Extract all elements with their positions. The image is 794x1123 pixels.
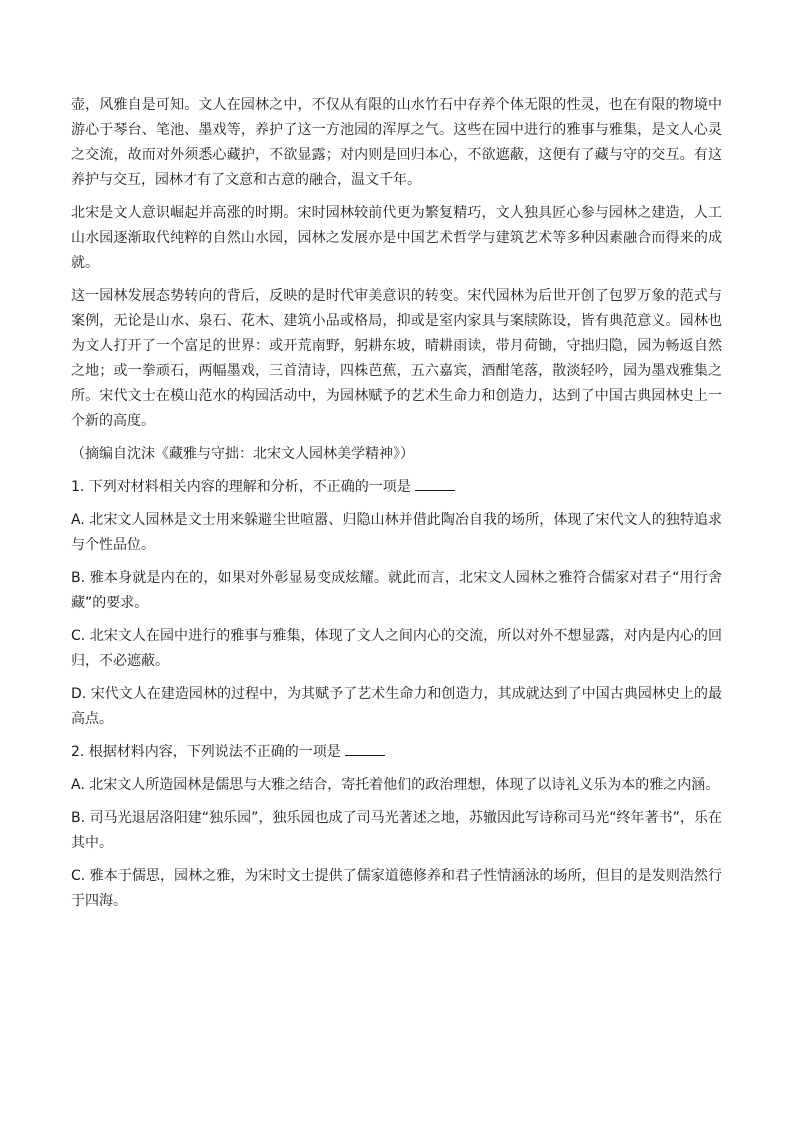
option-c: C. 雅本于儒思，园林之雅，为宋时文士提供了儒家道德修养和君子性情涵泳的场所，但目的是发则浩然行于四海。	[71, 868, 722, 909]
option-d: D. 宋代文人在建造园林的过程中，为其赋予了艺术生命力和创造力，其成就达到了中国古典园林史上的最高点。	[71, 686, 722, 727]
question-stem-text: 1. 下列对材料相关内容的理解和分析，不正确的一项是	[71, 479, 411, 495]
passage-paragraph-3: 这一园林发展态势转向的背后，反映的是时代审美意识的转变。宋代园林为后世开创了包罗万象的范式与案例，无论是山水、泉石、花木、建筑小品或格局，抑或是室内家具与案牍陈设，皆有典范意义。园林也为文人打开了一个富足的世界：或开荒南野，躬耕东坡，晴耕雨读，带月荷锄，守拙归隐，园为畅返自然之地；或一拳顽石，两幅墨戏，三首清诗，四株芭蕉，五六嘉宾，酒酣笔落，散淡轻吟，园为墨戏雅集之所。宋代文士在模山范水的构园活动中，为园林赋予的艺术生命力和创造力，达到了中国古典园林史上一个新的高度。	[71, 288, 722, 429]
answer-blank[interactable]	[345, 741, 385, 756]
answer-blank[interactable]	[415, 476, 455, 491]
question-1	[71, 475, 722, 732]
passage-source: （摘编自沈沫《藏雅与守拙：北宋文人园林美学精神》）	[71, 446, 414, 462]
document-content	[71, 93, 722, 922]
option-a: A. 北宋文人园林是文士用来躲避尘世喧嚣、归隐山林并借此陶冶自我的场所，体现了宋代文人的独特追求与个性品位。	[71, 512, 722, 553]
option-a: A. 北宋文人所造园林是儒思与大雅之结合，寄托着他们的政治理想，体现了以诗礼义乐为本的雅之内涵。	[71, 777, 720, 793]
question-stem-text: 2. 根据材料内容，下列说法不正确的一项是	[71, 744, 341, 760]
option-b: B. 司马光退居洛阳建“独乐园”，独乐园也成了司马光著述之地，苏辙因此写诗称司马光“终年著书”，乐在其中。	[71, 810, 722, 851]
question-stem	[71, 740, 722, 765]
question-stem	[71, 475, 722, 500]
passage-paragraph-2: 北宋是文人意识崛起并高涨的时期。宋时园林较前代更为繁复精巧，文人独具匠心参与园林之建造，人工山水园逐渐取代纯粹的自然山水园，园林之发展亦是中国艺术哲学与建筑艺术等多种因素融合而得来的成就。	[71, 205, 722, 271]
question-2	[71, 740, 722, 914]
option-b: B. 雅本身就是内在的，如果对外彰显易变成炫耀。就此而言，北宋文人园林之雅符合儒家对君子“用行舍藏”的要求。	[71, 570, 722, 611]
passage-paragraph-1: 壶，风雅自是可知。文人在园林之中，不仅从有限的山水竹石中存养个体无限的性灵，也在有限的物境中游心于琴台、笔池、墨戏等，养护了这一方池园的浑厚之气。这些在园中进行的雅事与雅集，是文人心灵之交流，故而对外须悉心藏护，不欲显露；对内则是回归本心，不欲遮蔽，这便有了藏与守的交互。有这养护与交互，园林才有了文意和古意的融合，温文千年。	[71, 97, 722, 188]
option-c: C. 北宋文人在园中进行的雅事与雅集，体现了文人之间内心的交流，所以对外不想显露，对内是内心的回归，不必遮蔽。	[71, 628, 722, 669]
